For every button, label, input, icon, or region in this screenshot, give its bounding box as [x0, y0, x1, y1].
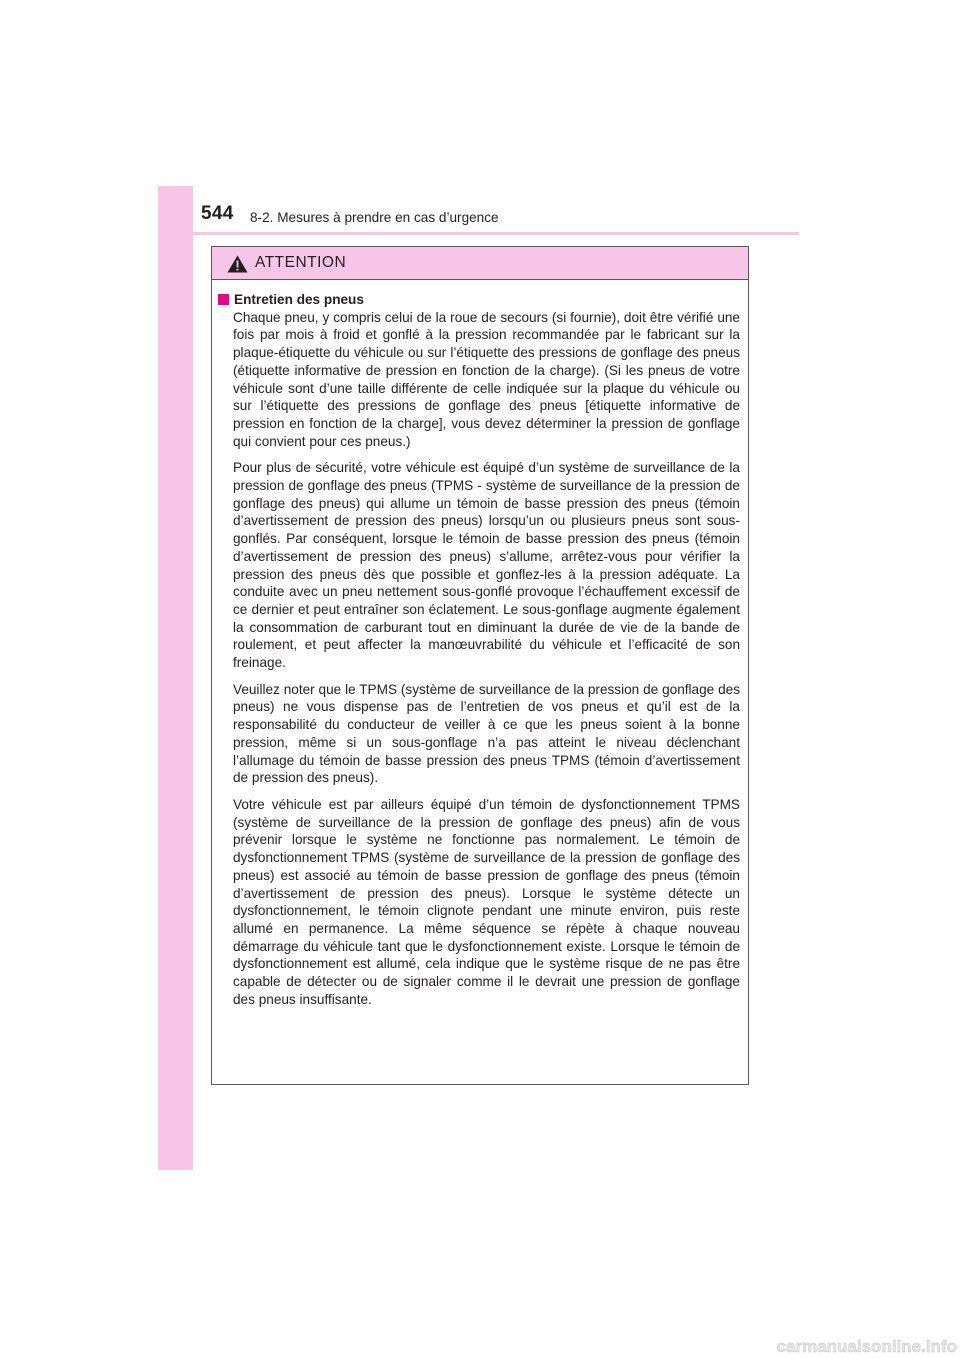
topic-heading-text: Entretien des pneus: [234, 292, 364, 307]
watermark-logo: [748, 1335, 960, 1358]
paragraph-2: Pour plus de sécurité, votre véhicule est équipé d’un système de surveillance de la pression de gonflage des pneus (TPMS - système de surveillance de la pression de gonflage des pneus) qui allume un témoin de basse pression des pneus (témoin d’avertissement de pression des pneus) lorsqu’un ou plusieurs pneus sont sous-gonflés. Par conséquent, lorsque le témoin de basse pression des pneus (témoin d’avertissement de pression des pneus) s’allume, arrêtez-vous pour vérifier la pression des pneus dès que possible et gonflez-les à la pression adéquate. La conduite avec un pneu nettement sous-gonflé provoque l’échauffement excessif de ce dernier et peut entraîner son éclatement. Le sous-gonflage augmente également la consommation de carburant tout en diminuant la durée de vie de la bande de roulement, et peut affecter la manœuvrabilité du véhicule et l’efficacité de son freinage.: [233, 460, 740, 671]
warning-triangle-icon: [227, 255, 248, 273]
topic-heading: [218, 291, 740, 309]
header-rule: [158, 232, 799, 235]
paragraph-1: Chaque pneu, y compris celui de la roue de secours (si fournie), doit être vérifié une fois par mois à froid et gonflé à la pression recommandée par le fabricant sur la plaque-étiquette du véhicule ou sur l’étiquette des pressions de gonflage des pneus (étiquette informative de pression en fonction de la charge). (Si les pneus de votre véhicule sont d’une taille différente de celle indiquée sur la plaque du véhicule ou sur l’étiquette des pressions de gonflage des pneus [étiquette informative de pression en fonction de la charge], vous devez déterminer la pression de gonflage qui convient pour ces pneus.): [233, 309, 740, 449]
caution-title: ATTENTION: [255, 254, 347, 271]
paragraph-3: Veuillez noter que le TPMS (système de surveillance de la pression de gonflage des pneus) ne vous dispense pas de l’entretien de vos pneus et qu’il est de la responsabilité du conducteur de veiller à ce que les pneus soient à la bonne pression, même si un sous-gonflage n’a pas atteint le niveau déclenchant l’allumage du témoin de basse pression des pneus TPMS (témoin d’avertissement de pression des pneus).: [233, 681, 740, 786]
square-bullet-icon: [218, 294, 229, 305]
paragraph-4: Votre véhicule est par ailleurs équipé d’un témoin de dysfonctionnement TPMS (système de surveillance de la pression de gonflage des pneus) afin de vous prévenir lorsque le système ne fonctionne pas normalement. Le témoin de dysfonctionnement TPMS (système de surveillance de la pression de gonflage des pneus) est associé au témoin de basse pression de gonflage des pneus (témoin d’avertissement de pression des pneus). Lorsque le système détecte un dysfonctionnement, le témoin clignote pendant une minute environ, puis reste allumé en permanence. La même séquence se répète à chaque nouveau démarrage du véhicule tant que le dysfonctionnement existe. Lorsque le témoin de dysfonctionnement est allumé, cela indique que le système risque de ne pas être capable de détecter ou de signaler comme il le devrait une pression de gonflage des pneus insuffisante.: [233, 796, 740, 1007]
caution-body: [212, 280, 748, 1008]
section-title: 8-2. Mesures à prendre en cas d’urgence: [250, 210, 499, 225]
chapter-side-tab: [158, 186, 193, 1170]
caution-box: [211, 246, 749, 1085]
watermark-text: carmanualsonline.info: [776, 1337, 957, 1356]
page-number: 544: [201, 203, 234, 224]
caution-header: [212, 247, 748, 280]
